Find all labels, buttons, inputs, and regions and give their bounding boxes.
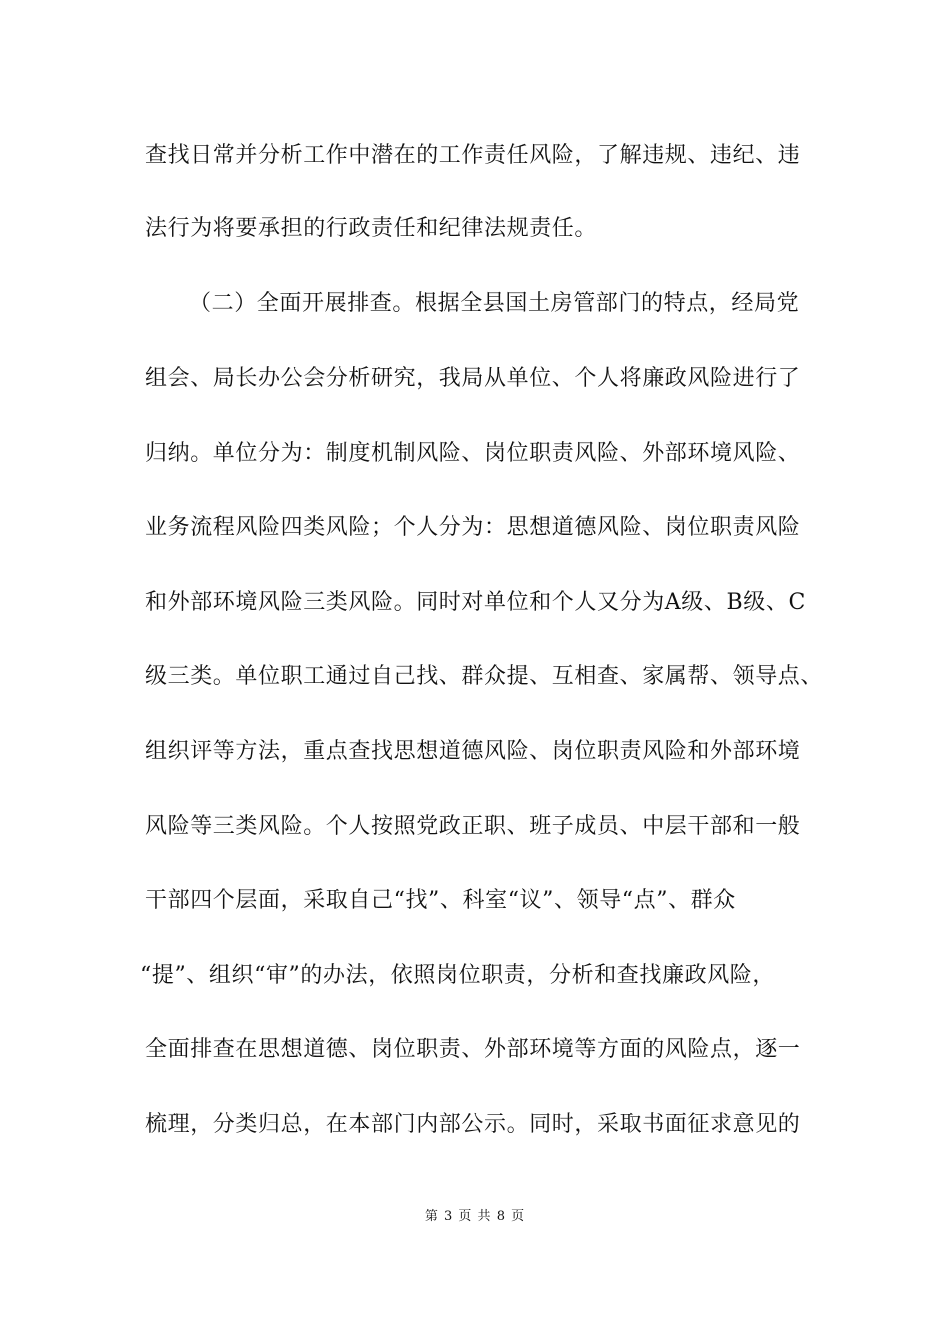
paragraph-line: 归纳。单位分为：制度机制风险、岗位职责风险、外部环境风险、 xyxy=(145,441,801,466)
paragraph-line: 查找日常并分析工作中潜在的工作责任风险，了解违规、违纪、违 xyxy=(145,143,801,168)
paragraph-line: 梳理，分类归总，在本部门内部公示。同时，采取书面征求意见的 xyxy=(145,1112,801,1137)
paragraph-line: 组织评等方法，重点查找思想道德风险、岗位职责风险和外部环境 xyxy=(145,739,801,764)
paragraph-line: 干部四个层面，采取自己“找”、科室“议”、领导“点”、群众 xyxy=(145,888,736,913)
paragraph-line: 全面排查在思想道德、岗位职责、外部环境等方面的风险点，逐一 xyxy=(145,1037,801,1062)
paragraph-line: 级三类。单位职工通过自己找、群众提、互相查、家属帮、领导点、 xyxy=(145,664,824,689)
paragraph-line: 组会、局长办公会分析研究，我局从单位、个人将廉政风险进行了 xyxy=(145,366,801,391)
page-number-footer: 第 3 页 共 8 页 xyxy=(424,1209,526,1224)
section-heading-line: （二）全面开展排查。根据全县国土房管部门的特点，经局党 xyxy=(189,291,800,316)
paragraph-line: “提”、组织“审”的办法，依照岗位职责，分析和查找廉政风险， xyxy=(140,963,775,988)
paragraph-line: 业务流程风险四类风险；个人分为：思想道德风险、岗位职责风险 xyxy=(145,515,801,540)
paragraph-line: 法行为将要承担的行政责任和纪律法规责任。 xyxy=(145,216,598,241)
paragraph-line: 和外部环境风险三类风险。同时对单位和个人又分为A级、B级、C xyxy=(145,590,806,615)
paragraph-line: 风险等三类风险。个人按照党政正职、班子成员、中层干部和一般 xyxy=(145,814,801,839)
